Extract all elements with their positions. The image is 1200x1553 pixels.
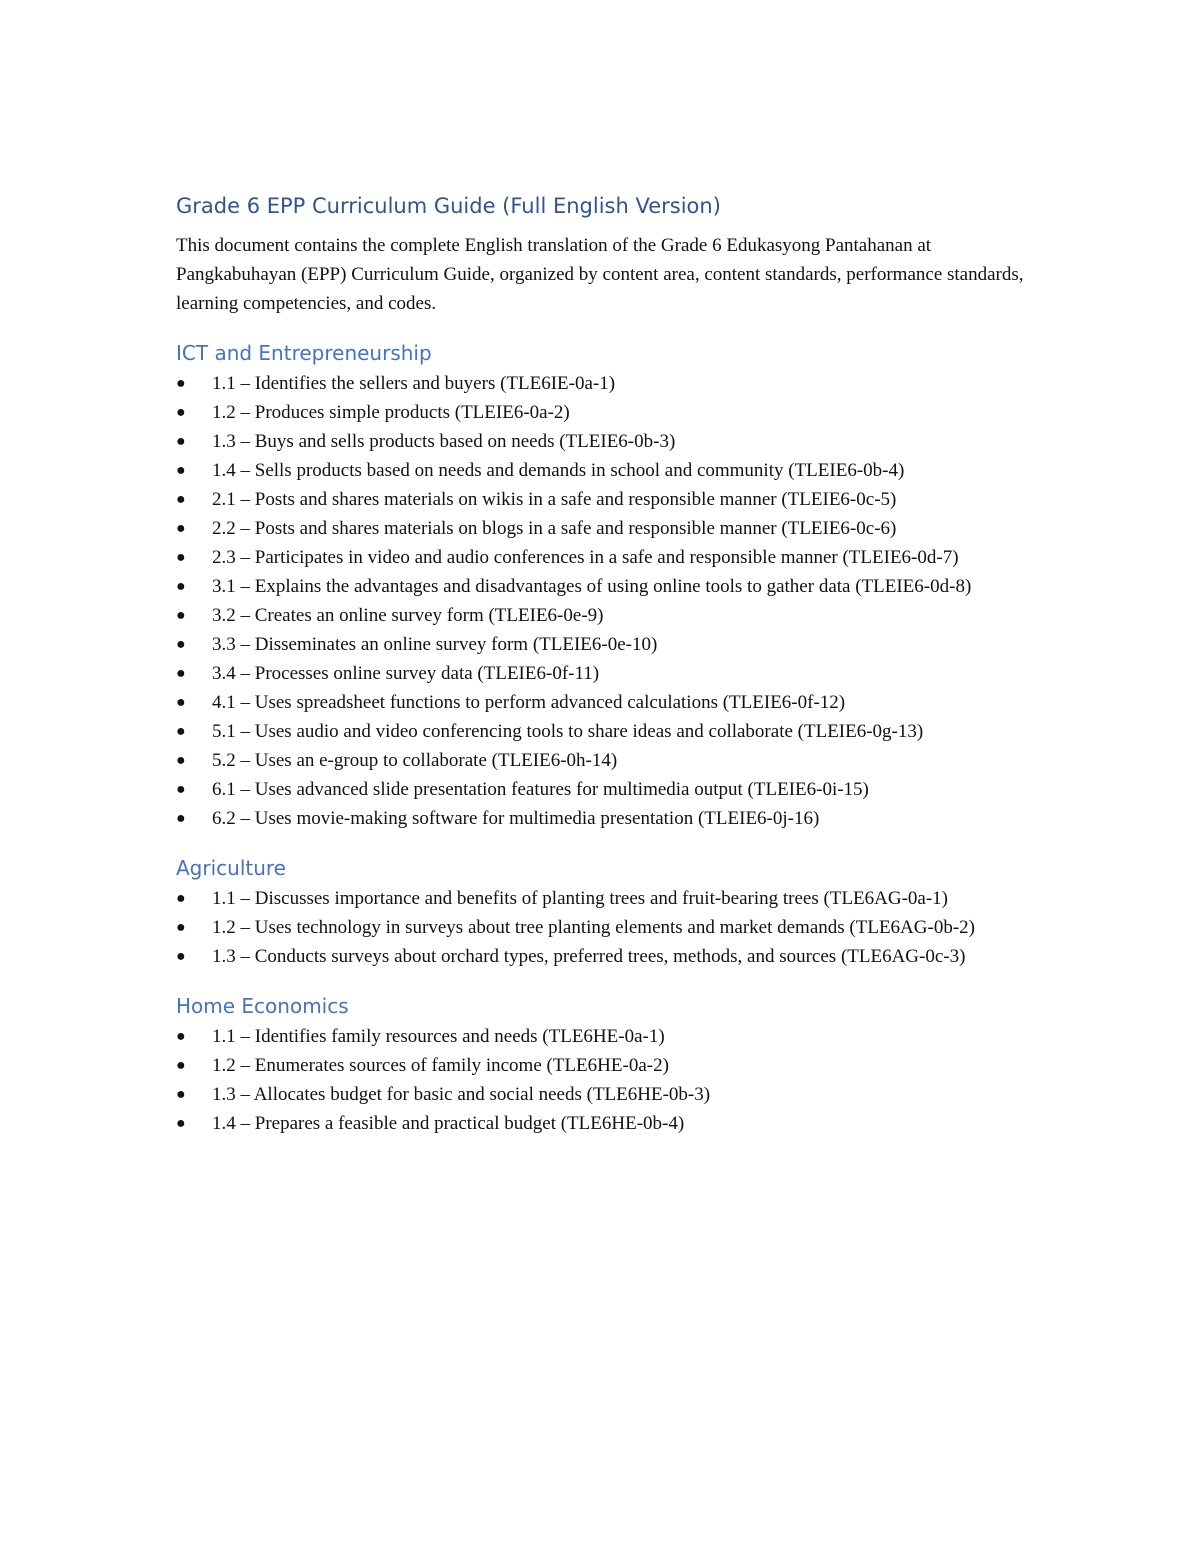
bullet-icon: ● — [176, 375, 186, 392]
list-item: ● 6.1 – Uses advanced slide presentation features for multimedia output (TLEIE6-0i-15) — [176, 775, 1036, 804]
bullet-icon: ● — [176, 723, 186, 740]
bullet-icon: ● — [176, 919, 186, 936]
list-item: ● 1.2 – Uses technology in surveys about tree planting elements and market demands (TLE6AG-0b-2) — [176, 913, 1036, 942]
list-item: ● 2.2 – Posts and shares materials on blogs in a safe and responsible manner (TLEIE6-0c-6) — [176, 514, 1036, 543]
bullet-icon: ● — [176, 694, 186, 711]
list-item: ● 1.2 – Enumerates sources of family income (TLE6HE-0a-2) — [176, 1051, 1036, 1080]
bullet-icon: ● — [176, 520, 186, 537]
bullet-icon: ● — [176, 1057, 186, 1074]
bullet-icon: ● — [176, 491, 186, 508]
bullet-icon: ● — [176, 549, 186, 566]
list-item: ● 6.2 – Uses movie-making software for multimedia presentation (TLEIE6-0j-16) — [176, 804, 1036, 833]
list-item: ● 5.1 – Uses audio and video conferencing tools to share ideas and collaborate (TLEIE6-0g-13) — [176, 717, 1036, 746]
list-item: ● 1.1 – Discusses importance and benefits of planting trees and fruit-bearing trees (TLE6AG-0a-1) — [176, 884, 1036, 913]
list-item: ● 1.4 – Prepares a feasible and practical budget (TLE6HE-0b-4) — [176, 1109, 1036, 1138]
bullet-icon: ● — [176, 578, 186, 595]
agriculture-competency-list — [176, 884, 1036, 971]
section-heading-agriculture: Agriculture — [176, 856, 286, 880]
bullet-icon: ● — [176, 462, 186, 479]
list-item: ● 3.1 – Explains the advantages and disadvantages of using online tools to gather data (TLEIE6-0d-8) — [176, 572, 1036, 601]
bullet-icon: ● — [176, 810, 186, 827]
section-heading-home-economics: Home Economics — [176, 994, 349, 1018]
list-item: ● 3.3 – Disseminates an online survey form (TLEIE6-0e-10) — [176, 630, 1036, 659]
list-item: ● 1.2 – Produces simple products (TLEIE6-0a-2) — [176, 398, 1036, 427]
list-item: ● 1.4 – Sells products based on needs and demands in school and community (TLEIE6-0b-4) — [176, 456, 1036, 485]
bullet-icon: ● — [176, 890, 186, 907]
section-heading-ict: ICT and Entrepreneurship — [176, 341, 432, 365]
document-title: Grade 6 EPP Curriculum Guide (Full English Version) — [176, 194, 721, 218]
bullet-icon: ● — [176, 948, 186, 965]
list-item: ● 4.1 – Uses spreadsheet functions to perform advanced calculations (TLEIE6-0f-12) — [176, 688, 1036, 717]
bullet-icon: ● — [176, 1115, 186, 1132]
list-item: ● 5.2 – Uses an e-group to collaborate (TLEIE6-0h-14) — [176, 746, 1036, 775]
list-item: ● 1.1 – Identifies the sellers and buyers (TLE6IE-0a-1) — [176, 369, 1036, 398]
bullet-icon: ● — [176, 1028, 186, 1045]
home-economics-competency-list — [176, 1022, 1036, 1138]
bullet-icon: ● — [176, 636, 186, 653]
list-item: ● 1.3 – Buys and sells products based on needs (TLEIE6-0b-3) — [176, 427, 1036, 456]
bullet-icon: ● — [176, 607, 186, 624]
bullet-icon: ● — [176, 404, 186, 421]
ict-competency-list — [176, 369, 1036, 833]
bullet-icon: ● — [176, 781, 186, 798]
list-item: ● 1.1 – Identifies family resources and needs (TLE6HE-0a-1) — [176, 1022, 1036, 1051]
bullet-icon: ● — [176, 433, 186, 450]
list-item: ● 2.1 – Posts and shares materials on wikis in a safe and responsible manner (TLEIE6-0c-5) — [176, 485, 1036, 514]
list-item: ● 3.4 – Processes online survey data (TLEIE6-0f-11) — [176, 659, 1036, 688]
list-item: ● 1.3 – Conducts surveys about orchard types, preferred trees, methods, and sources (TLE6AG-0c-3) — [176, 942, 1036, 971]
list-item: ● 1.3 – Allocates budget for basic and social needs (TLE6HE-0b-3) — [176, 1080, 1036, 1109]
document-page — [176, 190, 1036, 1158]
list-item: ● 2.3 – Participates in video and audio conferences in a safe and responsible manner (TLEIE6-0d-7) — [176, 543, 1036, 572]
list-item: ● 3.2 – Creates an online survey form (TLEIE6-0e-9) — [176, 601, 1036, 630]
bullet-icon: ● — [176, 665, 186, 682]
bullet-icon: ● — [176, 752, 186, 769]
intro-paragraph: This document contains the complete English translation of the Grade 6 Edukasyong Pantahanan at Pangkabuhayan (EPP) Curriculum Guide, organized by content area, content standards, performance standards, learning competencies, and codes. — [176, 235, 1024, 314]
bullet-icon: ● — [176, 1086, 186, 1103]
